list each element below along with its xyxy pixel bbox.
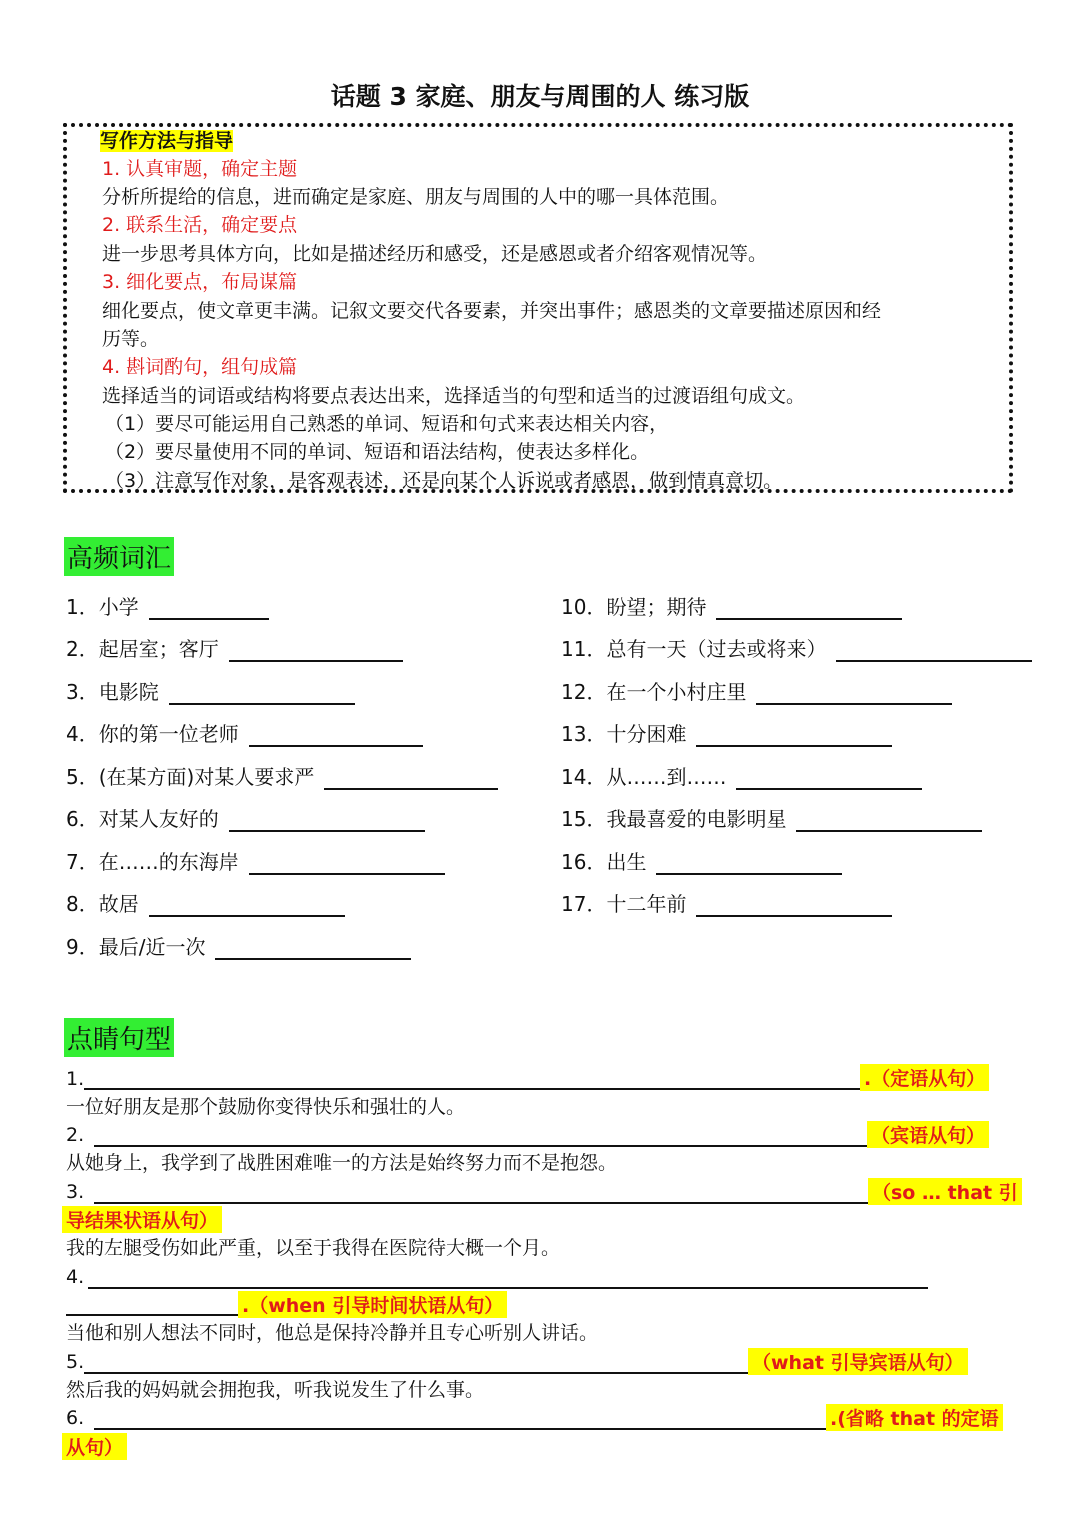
vocab-item: 13．十分困难 xyxy=(561,721,892,747)
sentence-number: 3. xyxy=(66,1181,85,1203)
sentence-answer-line[interactable] xyxy=(84,1372,748,1374)
sentence-answer-line[interactable] xyxy=(84,1088,860,1090)
guide-step-2-title: 2. 联系生活，确定要点 xyxy=(102,214,298,236)
grammar-tag: .（定语从句） xyxy=(860,1064,989,1091)
sentence-answer-line[interactable] xyxy=(94,1145,868,1147)
grammar-tag: .(省略 that 的定语 xyxy=(826,1404,1003,1431)
vocab-item: 1．小学 xyxy=(66,594,269,620)
answer-blank[interactable] xyxy=(736,768,922,790)
sentences-heading: 点睛句型 xyxy=(64,1018,174,1057)
vocab-item: 17．十二年前 xyxy=(561,891,892,917)
guide-step-3-text-cont: 历等。 xyxy=(102,328,160,350)
vocab-item: 12．在一个小村庄里 xyxy=(561,679,952,705)
guide-step-4-title: 4. 斟词酌句，组句成篇 xyxy=(102,356,298,378)
answer-blank[interactable] xyxy=(656,853,842,875)
sentence-cn: 当他和别人想法不同时，他总是保持冷静并且专心听别人讲话。 xyxy=(66,1322,599,1344)
answer-blank[interactable] xyxy=(756,683,952,705)
guide-step-3-title: 3. 细化要点，布局谋篇 xyxy=(102,271,298,293)
answer-blank[interactable] xyxy=(324,768,498,790)
sentence-cn: 我的左腿受伤如此严重，以至于我得在医院待大概一个月。 xyxy=(66,1237,561,1259)
vocab-item: 9．最后/近一次 xyxy=(66,934,411,960)
grammar-tag: （宾语从句） xyxy=(867,1121,989,1148)
guide-step-4-text: 选择适当的词语或结构将要点表达出来，选择适当的句型和适当的过渡语组句成文。 xyxy=(102,385,806,407)
sentence-answer-line[interactable] xyxy=(88,1287,928,1289)
vocab-item: 6．对某人友好的 xyxy=(66,806,425,832)
answer-blank[interactable] xyxy=(149,895,345,917)
grammar-tag-cont: 从句） xyxy=(62,1433,127,1460)
guide-heading: 写作方法与指导 xyxy=(100,130,234,152)
grammar-tag: （so … that 引 xyxy=(868,1178,1022,1205)
sentence-answer-line[interactable] xyxy=(94,1202,868,1204)
answer-blank[interactable] xyxy=(249,853,445,875)
guide-step-1-text: 分析所提给的信息，进而确定是家庭、朋友与周围的人中的哪一具体范围。 xyxy=(102,186,730,208)
grammar-tag: .（when 引导时间状语从句） xyxy=(238,1291,507,1318)
page-title: 话题 3 家庭、朋友与周围的人 练习版 xyxy=(330,82,750,111)
vocab-item: 2．起居室；客厅 xyxy=(66,636,403,662)
answer-blank[interactable] xyxy=(215,938,411,960)
grammar-tag: （what 引导宾语从句） xyxy=(748,1348,968,1375)
answer-blank[interactable] xyxy=(149,598,269,620)
sentence-cn: 从她身上，我学到了战胜困难唯一的方法是始终努力而不是抱怨。 xyxy=(66,1152,618,1174)
vocab-item: 15．我最喜爱的电影明星 xyxy=(561,806,982,832)
guide-subpoint-1: （1）要尽可能运用自己熟悉的单词、短语和句式来表达相关内容， xyxy=(105,413,669,435)
answer-blank[interactable] xyxy=(836,640,1032,662)
answer-blank[interactable] xyxy=(169,683,355,705)
vocab-item: 16．出生 xyxy=(561,849,842,875)
sentence-number: 5. xyxy=(66,1351,85,1373)
sentence-number: 2. xyxy=(66,1124,85,1146)
answer-blank[interactable] xyxy=(229,640,403,662)
answer-blank[interactable] xyxy=(249,725,423,747)
answer-blank[interactable] xyxy=(229,810,425,832)
vocab-item: 8．故居 xyxy=(66,891,345,917)
vocab-item: 4．你的第一位老师 xyxy=(66,721,423,747)
guide-subpoint-2: （2）要尽量使用不同的单词、短语和语法结构，使表达多样化。 xyxy=(105,441,650,463)
grammar-tag-cont: 导结果状语从句） xyxy=(62,1206,222,1233)
vocab-item: 14．从……到…… xyxy=(561,764,922,790)
vocab-item: 7．在……的东海岸 xyxy=(66,849,445,875)
sentence-cn: 一位好朋友是那个鼓励你变得快乐和强壮的人。 xyxy=(66,1096,466,1118)
vocab-item: 3．电影院 xyxy=(66,679,355,705)
answer-blank[interactable] xyxy=(696,895,892,917)
vocab-item: 5．(在某方面)对某人要求严 xyxy=(66,764,498,790)
answer-blank[interactable] xyxy=(696,725,892,747)
vocab-heading: 高频词汇 xyxy=(64,537,174,576)
guide-step-2-text: 进一步思考具体方向，比如是描述经历和感受，还是感恩或者介绍客观情况等。 xyxy=(102,243,768,265)
sentence-answer-line-cont[interactable] xyxy=(66,1314,240,1316)
sentence-number: 4. xyxy=(66,1266,85,1288)
sentence-number: 1. xyxy=(66,1068,85,1090)
sentence-cn: 然后我的妈妈就会拥抱我，听我说发生了什么事。 xyxy=(66,1379,485,1401)
guide-step-1-title: 1. 认真审题，确定主题 xyxy=(102,158,298,180)
guide-subpoint-3: （3）注意写作对象，是客观表述，还是向某个人诉说或者感恩，做到情真意切。 xyxy=(105,470,783,492)
sentence-answer-line[interactable] xyxy=(94,1428,826,1430)
sentence-number: 6. xyxy=(66,1407,85,1429)
answer-blank[interactable] xyxy=(796,810,982,832)
answer-blank[interactable] xyxy=(716,598,902,620)
vocab-item: 11．总有一天（过去或将来） xyxy=(561,636,1032,662)
vocab-item: 10．盼望；期待 xyxy=(561,594,902,620)
guide-step-3-text: 细化要点，使文章更丰满。记叙文要交代各要素，并突出事件；感恩类的文章要描述原因和经 xyxy=(102,300,882,322)
